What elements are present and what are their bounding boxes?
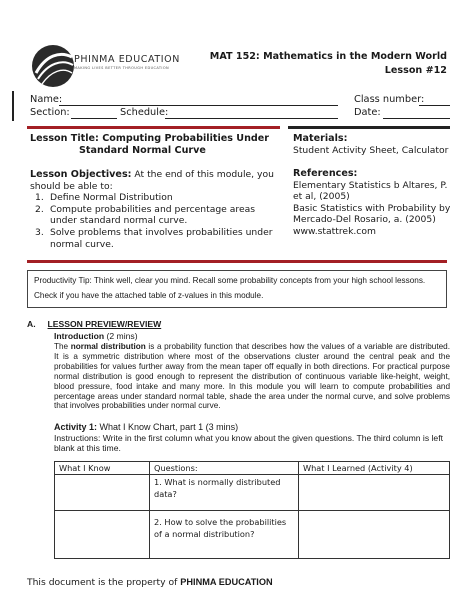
divider-bar-right bbox=[288, 126, 450, 129]
activity-heading bbox=[54, 422, 238, 432]
table-header-row bbox=[55, 462, 450, 475]
introduction-time: (2 mins) bbox=[106, 331, 138, 341]
introduction-paragraph: The normal distribution is a probability function that describes how the values of a variable are distributed. It is a symmetric distribution where most of the observations cluster around the central peak and the probabilities for values further away from the mean taper off equally in both directions. For practical purpose normal distribution is good enough to represent the distribution of continuous variable like-height, weight, blood pressure, food intake and many more. In this module you will learn to compute probabilities and percentage areas under standard normal table, shade the area under the normal curve, and solve problems that involves probabilities under normal curve. bbox=[54, 342, 450, 411]
class-number-field[interactable] bbox=[419, 105, 450, 106]
section-field[interactable] bbox=[71, 118, 117, 119]
date-field[interactable] bbox=[383, 118, 450, 119]
question-cell: 1. What is normally distributed data? bbox=[150, 475, 299, 511]
what-i-know-cell[interactable] bbox=[55, 475, 150, 511]
divider-bar-bottom bbox=[27, 260, 447, 263]
brand-name: PHINMA EDUCATION bbox=[74, 54, 180, 65]
date-label: Date: bbox=[354, 107, 381, 118]
introduction-label: Introduction bbox=[54, 331, 105, 341]
margin-marker bbox=[12, 91, 14, 121]
objectives-label: Lesson Objectives: bbox=[30, 169, 132, 180]
table-row bbox=[55, 511, 450, 559]
objective-item: 2. Compute probabilities and percentage areas under standard normal curve. bbox=[35, 203, 256, 227]
column-header: Questions: bbox=[150, 462, 299, 475]
name-field[interactable] bbox=[59, 105, 338, 106]
what-i-know-cell[interactable] bbox=[55, 511, 150, 559]
objective-item: 1. Define Normal Distribution bbox=[35, 192, 173, 204]
what-i-learned-cell[interactable] bbox=[299, 511, 450, 559]
activity-label: Activity 1: bbox=[54, 422, 98, 432]
column-header: What I Know bbox=[55, 462, 150, 475]
schedule-field[interactable] bbox=[165, 118, 338, 119]
activity-title: What I Know Chart, part 1 (3 mins) bbox=[99, 422, 239, 432]
question-cell: 2. How to solve the probabilities of a normal distribution? bbox=[150, 511, 299, 559]
divider-bar-left bbox=[27, 126, 280, 129]
lesson-title-line1: Computing Probabilities Under bbox=[102, 133, 270, 144]
references-label: References: bbox=[293, 167, 358, 179]
objective-item: 3. Solve problems that involves probabilities under normal curve. bbox=[35, 226, 273, 250]
section-a-heading bbox=[27, 319, 161, 329]
objectives-list bbox=[30, 192, 282, 250]
footer-text: This document is the property of PHINMA EDUCATION bbox=[27, 577, 273, 588]
lesson-number: Lesson #12 bbox=[384, 65, 447, 76]
class-number-label: Class number: bbox=[354, 94, 425, 105]
name-label: Name: bbox=[30, 94, 63, 105]
reference-item: Basic Statistics with Probability by Mercado-Del Rosario, a. (2005) bbox=[293, 202, 451, 226]
lesson-info bbox=[30, 133, 282, 250]
column-header: What I Learned (Activity 4) bbox=[299, 462, 450, 475]
lesson-title-label: Lesson Title: bbox=[30, 133, 99, 144]
activity-instructions: Instructions: Write in the first column what you know about the given questions. The third column is left blank at this time. bbox=[54, 433, 443, 454]
introduction-heading bbox=[54, 331, 138, 341]
brand-tagline: MAKING LIVES BETTER THROUGH EDUCATION bbox=[74, 66, 170, 70]
objectives-intro: At the end of this module, you should be able to: bbox=[30, 169, 274, 192]
schedule-label: Schedule: bbox=[120, 107, 169, 118]
phinma-logo-icon bbox=[30, 43, 76, 89]
productivity-tip: Productivity Tip: Think well, clear you mind. Recall some probability concepts from your high school lessons. Check if you have the attached table of z-values in this module. bbox=[27, 270, 447, 308]
lesson-title-line2: Standard Normal Curve bbox=[79, 145, 206, 156]
course-title: MAT 152: Mathematics in the Modern World bbox=[209, 51, 447, 62]
reference-item: www.stattrek.com bbox=[293, 225, 376, 237]
what-i-learned-cell[interactable] bbox=[299, 475, 450, 511]
table-row bbox=[55, 475, 450, 511]
materials-label: Materials: bbox=[293, 133, 348, 144]
section-title: LESSON PREVIEW/REVIEW bbox=[47, 319, 162, 329]
footer-brand: PHINMA EDUCATION bbox=[180, 577, 273, 587]
section-label: Section: bbox=[30, 107, 70, 118]
materials-text: Student Activity Sheet, Calculator bbox=[293, 145, 449, 156]
what-i-know-chart bbox=[54, 461, 450, 559]
reference-item: Elementary Statistics b Altares, P. et al, (2005) bbox=[293, 179, 448, 203]
materials-references bbox=[293, 133, 453, 238]
section-letter: A. bbox=[27, 319, 36, 329]
